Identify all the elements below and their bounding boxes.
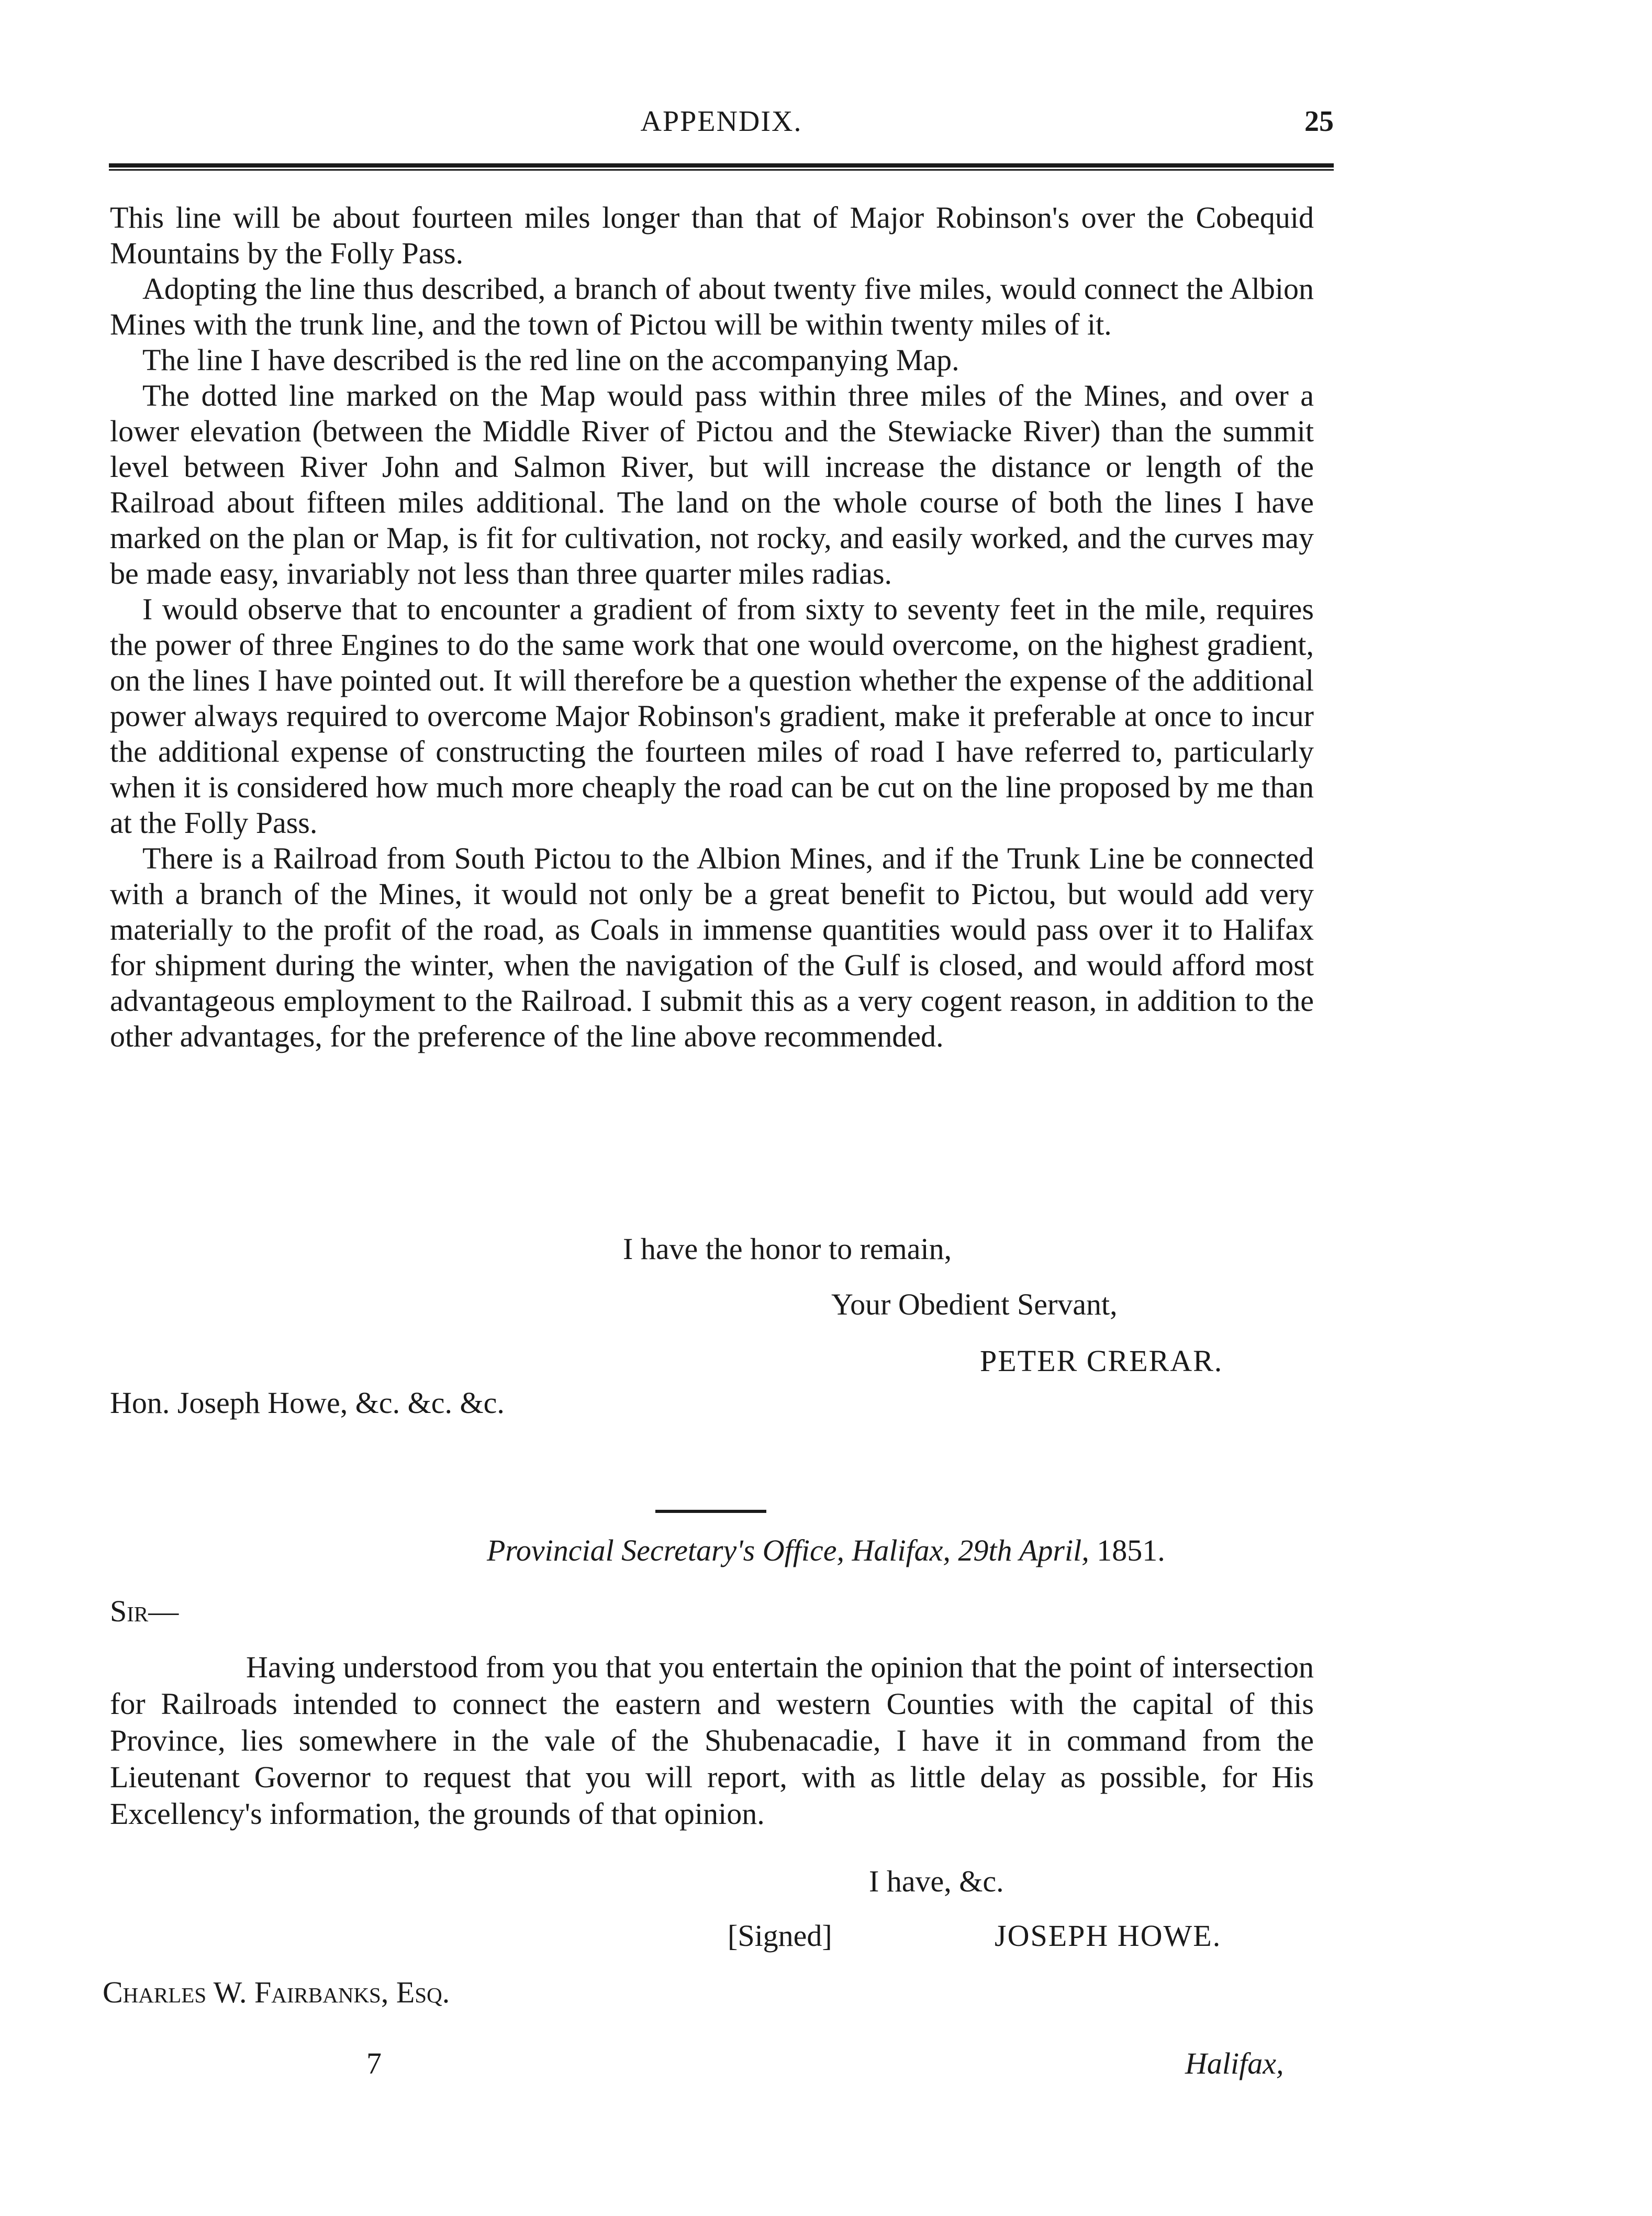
letter-howe-body (110, 1649, 1314, 1832)
signature-crerar: PETER CRERAR. (980, 1344, 1223, 1378)
section-divider (655, 1510, 766, 1513)
paragraph: Having understood from you that you entertain the opinion that the point of intersection for Railroads intended to connect the eastern and western Counties with the capital of this Province, lies somewhere in the vale of the Shubenacadie, I have it in command from the Lieutenant Governor to request that you will report, with as little delay as possible, for His Excellency's information, the grounds of that opinion. (110, 1650, 1314, 1831)
paragraph: This line will be about fourteen miles longer than that of Major Robinson's over the Cobequid Mountains by the Folly Pass. (110, 201, 1314, 270)
paragraph: Adopting the line thus described, a branch of about twenty five miles, would connect the Albion Mines with the trunk line, and the town of Pictou will be within twenty miles of it. (110, 272, 1314, 341)
signature-howe: JOSEPH HOWE. (995, 1919, 1222, 1953)
addressee-howe: Hon. Joseph Howe, &c. &c. &c. (110, 1386, 505, 1420)
valediction: Your Obedient Servant, (831, 1287, 1118, 1321)
letter-crerar-body (110, 200, 1314, 1054)
paragraph: I would observe that to encounter a gradient of from sixty to seventy feet in the mile, requires the power of three Engines to do the same work that one would overcome, on the highest gradient, on the lines I have pointed out. It will therefore be a question whether the expense of the additional power always required to overcome Major Robinson's gradient, make it preferable at once to incur the additional expense of constructing the fourteen miles of road I have referred to, particularly when it is considered how much more cheaply the road can be cut on the line proposed by me than at the Folly Pass. (110, 592, 1314, 840)
dateline-year: 1851. (1097, 1533, 1165, 1567)
addressee-fairbanks: Charles W. Fairbanks, Esq. (103, 1975, 450, 2009)
dateline-place-date: Provincial Secretary's Office, Halifax, 29th April, (487, 1533, 1089, 1567)
header-rule (109, 163, 1334, 171)
salutation: Sir— (110, 1594, 179, 1628)
paragraph: The line I have described is the red line on the accompanying Map. (142, 343, 959, 377)
paragraph: The dotted line marked on the Map would pass within three miles of the Mines, and over a lower elevation (between the Middle River of Pictou and the Stewiacke River) than the summit level between River John and Salmon River, but will increase the distance or length of the Railroad about fifteen miles additional. The land on the whole course of both the lines I have marked on the plan or Map, is fit for cultivation, not rocky, and easily worked, and the curves may be made easy, invariably not less than three quarter miles radias. (110, 378, 1314, 591)
dateline (487, 1533, 1165, 1568)
catchword: Halifax, (1185, 2046, 1284, 2080)
page-number: 25 (1304, 105, 1334, 138)
running-head (109, 105, 1334, 152)
closing-line: I have, &c. (869, 1864, 1004, 1898)
paragraph: There is a Railroad from South Pictou to the Albion Mines, and if the Trunk Line be connected with a branch of the Mines, it would not only be a great benefit to Pictou, but would add very materially to the profit of the road, as Coals in immense quantities would pass over it to Halifax for shipment during the winter, when the navigation of the Gulf is closed, and would afford most advantageous employment to the Railroad. I submit this as a very cogent reason, in addition to the other advantages, for the preference of the line above recommended. (110, 841, 1314, 1053)
closing-line: I have the honor to remain, (623, 1232, 952, 1266)
signature-mark: 7 (366, 2046, 382, 2080)
signed-label: [Signed] (728, 1919, 832, 1953)
running-title: APPENDIX. (640, 105, 802, 138)
